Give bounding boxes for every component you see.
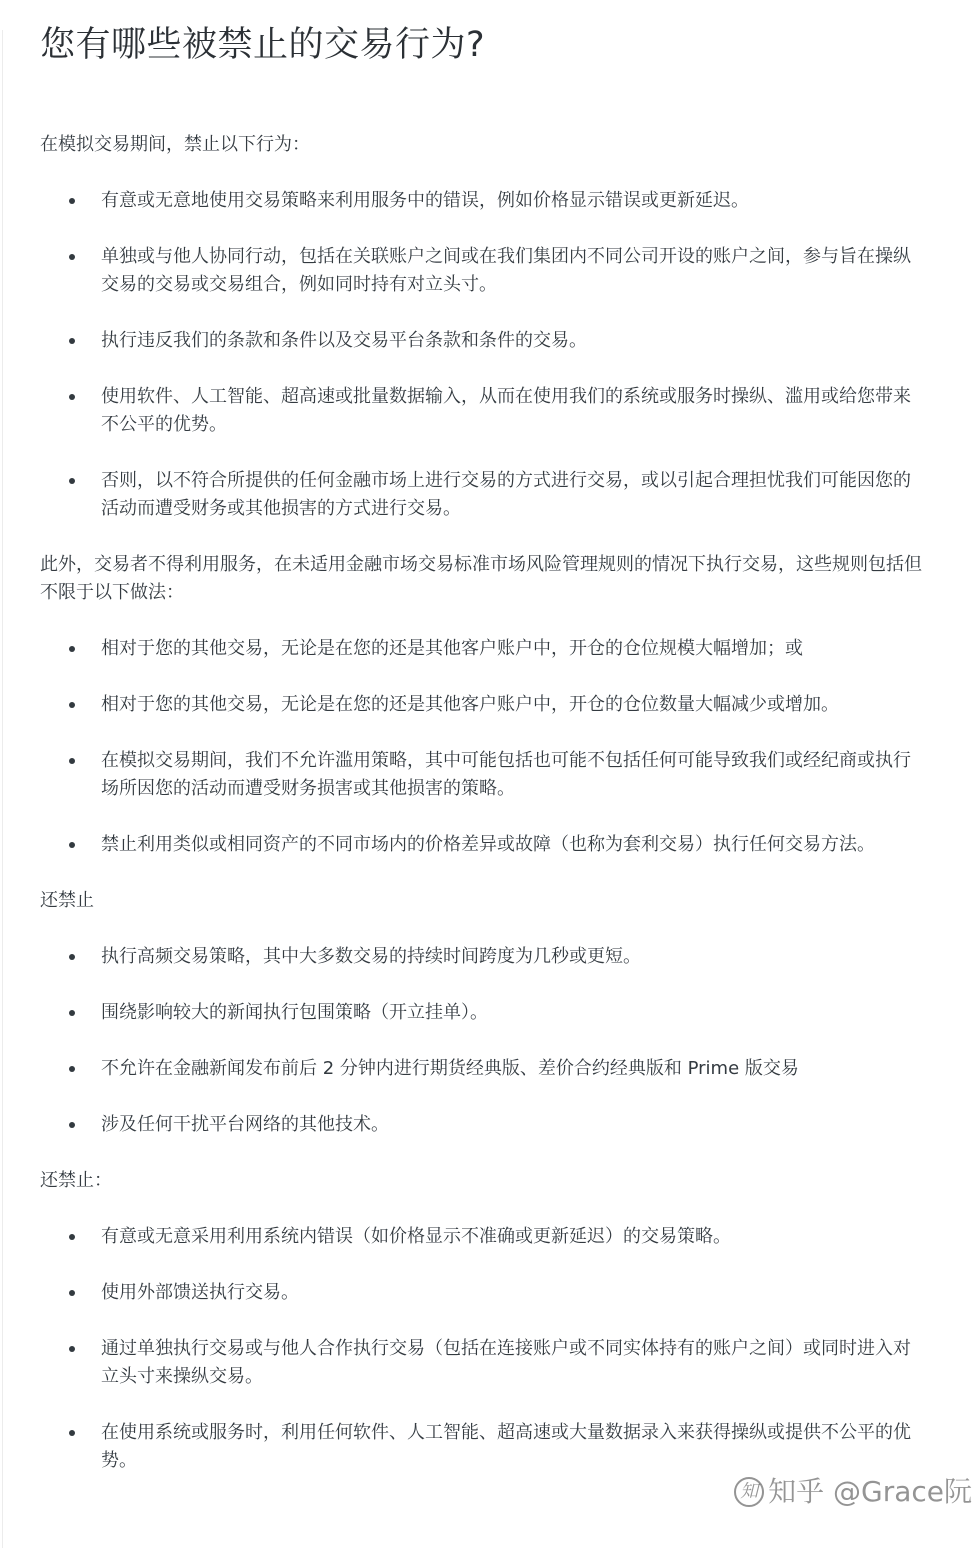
bullet-icon (69, 394, 75, 400)
bullet-icon (69, 954, 75, 960)
bullet-icon (69, 1290, 75, 1296)
list-item-text: 不允许在金融新闻发布前后 2 分钟内进行期货经典版、差价合约经典版和 Prime 版交易 (101, 1058, 799, 1079)
watermark-text: 知乎 @Grace阮 (768, 1475, 972, 1508)
list-item (40, 243, 925, 299)
bullet-icon (69, 198, 75, 204)
bullet-icon (69, 1234, 75, 1240)
list-item (40, 383, 925, 439)
list-item (40, 999, 925, 1027)
list-item-text: 有意或无意地使用交易策略来利用服务中的错误，例如价格显示错误或更新延迟。 (101, 190, 749, 211)
intro-paragraph-3: 还禁止 (40, 890, 94, 911)
list-item-text: 执行违反我们的条款和条件以及交易平台条款和条件的交易。 (101, 330, 587, 351)
list-item-text: 相对于您的其他交易，无论是在您的还是其他客户账户中，开仓的仓位规模大幅增加；或 (101, 638, 803, 659)
prohibited-list-2 (40, 635, 925, 859)
list-item (40, 1335, 925, 1391)
bullet-icon (69, 758, 75, 764)
bullet-icon (69, 646, 75, 652)
list-item-text: 有意或无意采用利用系统内错误（如价格显示不准确或更新延迟）的交易策略。 (101, 1226, 731, 1247)
list-item-text: 禁止利用类似或相同资产的不同市场内的价格差异或故障（也称为套利交易）执行任何交易方法。 (101, 834, 875, 855)
list-item-text: 使用外部馈送执行交易。 (101, 1282, 299, 1303)
page-title: 您有哪些被禁止的交易行为? (40, 25, 486, 65)
list-item (40, 635, 925, 663)
list-item-text: 否则，以不符合所提供的任何金融市场上进行交易的方式进行交易，或以引起合理担忧我们可能因您的活动而遭受财务或其他损害的方式进行交易。 (101, 470, 911, 519)
document (40, 18, 925, 1475)
bullet-icon (69, 338, 75, 344)
list-item-text: 执行高频交易策略，其中大多数交易的持续时间跨度为几秒或更短。 (101, 946, 641, 967)
bullet-icon (69, 702, 75, 708)
list-item (40, 1279, 925, 1307)
list-item (40, 467, 925, 523)
intro-paragraph-2: 此外，交易者不得利用服务，在未适用金融市场交易标准市场风险管理规则的情况下执行交易，这些规则包括但不限于以下做法： (40, 554, 922, 603)
left-border-rule (2, 30, 3, 1548)
list-item-text: 相对于您的其他交易，无论是在您的还是其他客户账户中，开仓的仓位数量大幅减少或增加。 (101, 694, 839, 715)
bullet-icon (69, 1430, 75, 1436)
list-item (40, 1419, 925, 1475)
zhihu-logo-icon: 知 (734, 1477, 764, 1507)
watermark (734, 1474, 972, 1510)
list-item (40, 187, 925, 215)
list-item (40, 1055, 925, 1083)
list-item-text: 围绕影响较大的新闻执行包围策略（开立挂单）。 (101, 1002, 488, 1023)
intro-paragraph-1: 在模拟交易期间，禁止以下行为： (40, 134, 310, 155)
list-item (40, 327, 925, 355)
list-item-text: 在使用系统或服务时，利用任何软件、人工智能、超高速或大量数据录入来获得操纵或提供不公平的优势。 (101, 1422, 911, 1471)
prohibited-list-4 (40, 1223, 925, 1475)
list-item (40, 747, 925, 803)
intro-paragraph-4: 还禁止： (40, 1170, 112, 1191)
list-item-text: 单独或与他人协同行动，包括在关联账户之间或在我们集团内不同公司开设的账户之间，参与旨在操纵交易的交易或交易组合，例如同时持有对立头寸。 (101, 246, 911, 295)
bullet-icon (69, 254, 75, 260)
list-item-text: 在模拟交易期间，我们不允许滥用策略，其中可能包括也可能不包括任何可能导致我们或经纪商或执行场所因您的活动而遭受财务损害或其他损害的策略。 (101, 750, 911, 799)
bullet-icon (69, 1066, 75, 1072)
bullet-icon (69, 1346, 75, 1352)
bullet-icon (69, 1010, 75, 1016)
list-item-text: 涉及任何干扰平台网络的其他技术。 (101, 1114, 389, 1135)
list-item-text: 通过单独执行交易或与他人合作执行交易（包括在连接账户或不同实体持有的账户之间）或同时进入对立头寸来操纵交易。 (101, 1338, 911, 1387)
bullet-icon (69, 842, 75, 848)
bullet-icon (69, 1122, 75, 1128)
prohibited-list-1 (40, 187, 925, 523)
list-item (40, 1223, 925, 1251)
list-item (40, 943, 925, 971)
list-item (40, 831, 925, 859)
prohibited-list-3 (40, 943, 925, 1139)
bullet-icon (69, 478, 75, 484)
list-item (40, 1111, 925, 1139)
list-item (40, 691, 925, 719)
list-item-text: 使用软件、人工智能、超高速或批量数据输入，从而在使用我们的系统或服务时操纵、滥用或给您带来不公平的优势。 (101, 386, 911, 435)
